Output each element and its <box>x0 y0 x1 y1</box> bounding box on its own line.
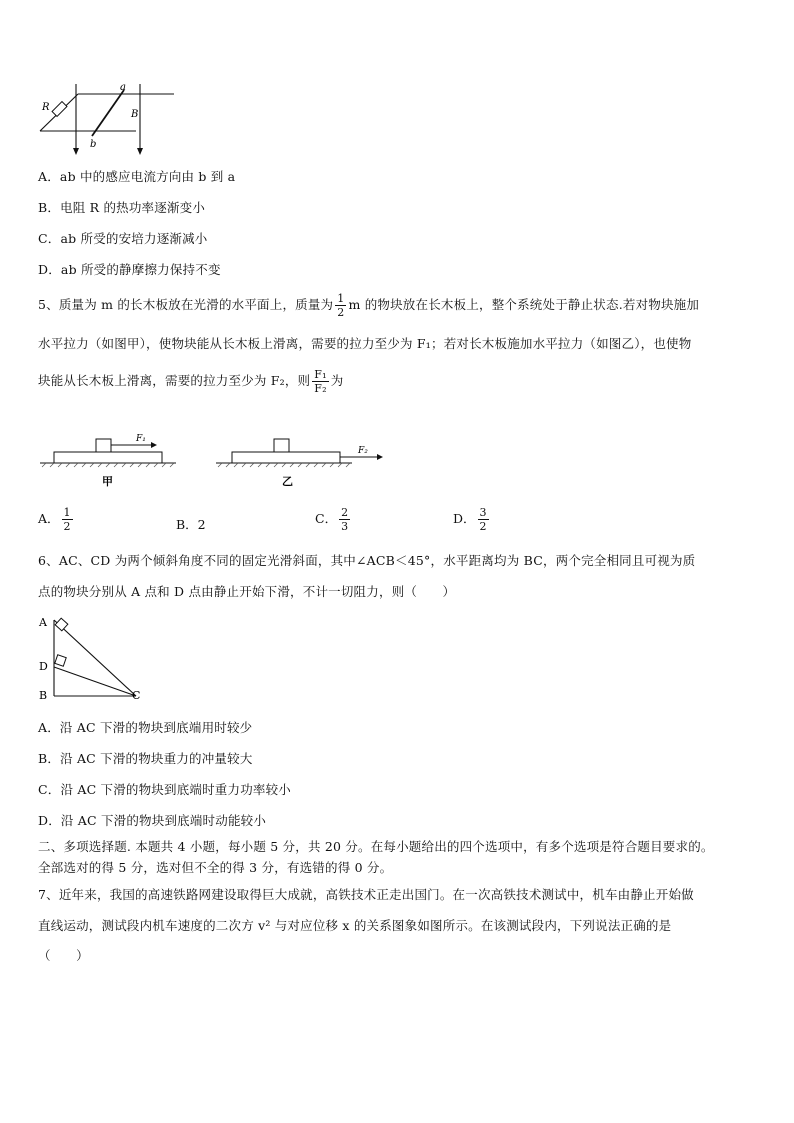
q6-line-2: 点的物块分别从 A 点和 D 点由静止开始下滑，不计一切阻力，则（ ） <box>38 584 456 599</box>
q5-line-1: 5、质量为 m 的长木板放在光滑的水平面上，质量为 $\frac{1}{2}$ m 的物块放在长木板上，整个系统处于静止状态.若对物块施加 <box>38 292 700 319</box>
q5-option-a: A． $\frac{1}{2}$ <box>38 506 71 533</box>
q5-option-b: B．2 <box>176 517 206 532</box>
q6-line-1: 6、AC、CD 为两个倾斜角度不同的固定光滑斜面，其中∠ACB＜45°，水平距离均为 BC，两个完全相同且可视为质 <box>38 553 696 568</box>
caption-yi: 乙 <box>282 475 293 487</box>
q7-line-3: （ ） <box>38 948 89 963</box>
q5-fraction: $\frac{1}{2}$ <box>337 292 345 319</box>
q5-figure-jia <box>36 432 181 487</box>
point-c-label: C <box>132 689 141 700</box>
q5-line-2: 水平拉力（如图甲），使物块能从长木板上滑离，需要的拉力至少为 F₁；若对长木板施加水平拉力（如图乙），也使物 <box>38 336 692 351</box>
q6-option-d: D．沿 AC 下滑的物块到底端时动能较小 <box>38 813 267 828</box>
q4-option-c: C．ab 所受的安培力逐渐减小 <box>38 231 208 246</box>
q5-figure-yi <box>212 432 387 487</box>
section-2-scoring: 全部选对的得 5 分，选对但不全的得 3 分，有选错的得 0 分。 <box>38 860 393 875</box>
caption-jia: 甲 <box>102 475 113 487</box>
force-f2-label: F₂ <box>358 446 368 456</box>
label-B: B <box>131 109 139 120</box>
q5-ratio: $\frac{\text{F₁}}{\text{F₂}}$ <box>314 368 327 395</box>
q7-line-2: 直线运动，测试段内机车速度的二次方 v² 与对应位移 x 的关系图象如图所示。在该测试段内，下列说法正确的是 <box>38 918 672 933</box>
q5-option-c: C． $\frac{2}{3}$ <box>315 506 349 533</box>
q5-option-d: D． $\frac{3}{2}$ <box>453 506 487 533</box>
point-a-label: A <box>39 616 47 629</box>
q6-option-b: B．沿 AC 下滑的物块重力的冲量较大 <box>38 751 253 766</box>
label-R: R <box>42 102 50 113</box>
q6-option-a: A．沿 AC 下滑的物块到底端用时较少 <box>38 720 253 735</box>
label-a: a <box>120 82 126 93</box>
force-f1-label: F₁ <box>136 434 146 444</box>
section-2-heading: 二、多项选择题. 本题共 4 小题，每小题 5 分，共 20 分。在每小题给出的四个选项中，有多个选项是符合题目要求的。 <box>38 839 714 854</box>
q4-option-b: B．电阻 R 的热功率逐渐变小 <box>38 200 206 215</box>
point-b-label: B <box>39 689 48 700</box>
point-d-label: D <box>39 660 48 673</box>
q6-option-c: C．沿 AC 下滑的物块到底端时重力功率较小 <box>38 782 292 797</box>
q7-line-1: 7、近年来，我国的高速铁路网建设取得巨大成就，高铁技术正走出国门。在一次高铁技术测试中，机车由静止开始做 <box>38 887 694 902</box>
q4-option-d: D．ab 所受的静摩擦力保持不变 <box>38 262 221 277</box>
q4-circuit-figure <box>36 80 181 158</box>
q4-option-a: A．ab 中的感应电流方向由 b 到 a <box>38 169 236 184</box>
q5-line-3: 块能从长木板上滑离，需要的拉力至少为 F₂，则 $\frac{\text{F₁}}{\text{F₂}}$ 为 <box>38 368 344 395</box>
label-b: b <box>90 139 97 150</box>
q6-incline-figure <box>36 614 146 700</box>
